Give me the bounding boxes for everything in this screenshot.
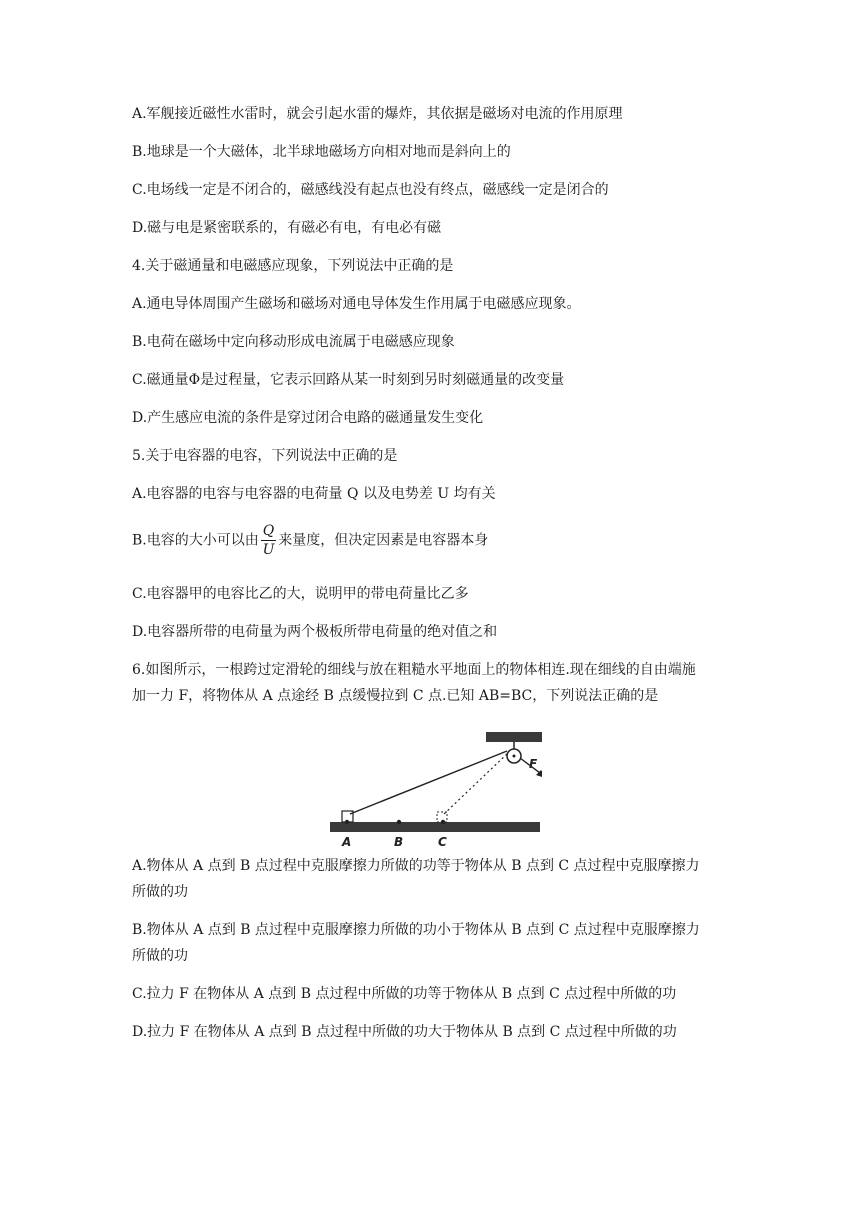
q4-stem: 4.关于磁通量和电磁感应现象，下列说法中正确的是 [132, 258, 454, 274]
q5-option-d: D.电容器所带的电荷量为两个极板所带电荷量的绝对值之和 [132, 624, 498, 640]
capacitance-fraction [261, 522, 276, 559]
ground-surface [330, 822, 540, 832]
point-a-dot [345, 820, 349, 824]
q3-option-c: C.电场线一定是不闭合的，磁感线没有起点也没有终点，磁感线一定是闭合的 [132, 182, 609, 198]
q6-option-d: D.拉力 F 在物体从 A 点到 B 点过程中所做的功大于物体从 B 点到 C 点过程中所做的功 [132, 1024, 677, 1040]
pulley-figure [330, 728, 542, 852]
ceiling-block [486, 732, 542, 742]
point-b-dot [397, 820, 401, 824]
rope-from-a [350, 751, 507, 814]
q6-option-b-line1: B.物体从 A 点到 B 点过程中克服摩擦力所做的功小于物体从 B 点到 C 点过程中克服摩擦力 [132, 922, 700, 938]
label-a: A [342, 835, 352, 849]
q5-option-a: A.电容器的电容与电容器的电荷量 Q 以及电势差 U 均有关 [132, 486, 496, 502]
rope-from-c-dashed [444, 753, 508, 814]
label-c: C [438, 835, 447, 849]
point-c-dot [441, 820, 445, 824]
q5-stem: 5.关于电容器的电容，下列说法中正确的是 [132, 448, 398, 464]
pulley-axle [513, 755, 516, 758]
q4-option-c: C.磁通量Φ是过程量，它表示回路从某一时刻到另时刻磁通量的改变量 [132, 372, 565, 388]
q6-option-a-line1: A.物体从 A 点到 B 点过程中克服摩擦力所做的功等于物体从 B 点到 C 点过程中克服摩擦力 [132, 858, 700, 874]
q4-option-b: B.电荷在磁场中定向移动形成电流属于电磁感应现象 [132, 334, 455, 350]
q3-option-d: D.磁与电是紧密联系的，有磁必有电，有电必有磁 [132, 220, 442, 236]
q5-option-b-suffix: 来量度，但决定因素是电容器本身 [278, 532, 489, 549]
q3-option-a: A.军舰接近磁性水雷时，就会引起水雷的爆炸，其依据是磁场对电流的作用原理 [132, 106, 623, 122]
q4-option-a: A.通电导体周围产生磁场和磁场对通电导体发生作用属于电磁感应现象。 [132, 296, 581, 312]
fraction-denominator: U [262, 542, 275, 558]
q5-option-b-prefix: B.电容的大小可以由 [132, 532, 259, 549]
q4-option-d: D.产生感应电流的条件是穿过闭合电路的磁通量发生变化 [132, 410, 484, 426]
q6-stem-line2: 加一力 F，将物体从 A 点途经 B 点缓慢拉到 C 点.已知 AB=BC，下列说法正确的是 [132, 688, 659, 704]
label-b: B [394, 835, 404, 849]
q6-option-c: C.拉力 F 在物体从 A 点到 B 点过程中所做的功等于物体从 B 点到 C 点过程中所做的功 [132, 986, 677, 1002]
label-f: F [529, 757, 538, 771]
q6-option-b-line2: 所做的功 [132, 948, 188, 964]
q5-option-c: C.电容器甲的电容比乙的大，说明甲的带电荷量比乙多 [132, 586, 469, 602]
q3-option-b: B.地球是一个大磁体，北半球地磁场方向相对地而是斜向上的 [132, 144, 511, 160]
q6-stem-line1: 6.如图所示，一根跨过定滑轮的细线与放在粗糙水平地面上的物体相连.现在细线的自由端施 [132, 662, 696, 678]
q5-option-b [132, 522, 488, 559]
fraction-numerator: Q [262, 523, 275, 539]
q6-option-a-line2: 所做的功 [132, 884, 188, 900]
